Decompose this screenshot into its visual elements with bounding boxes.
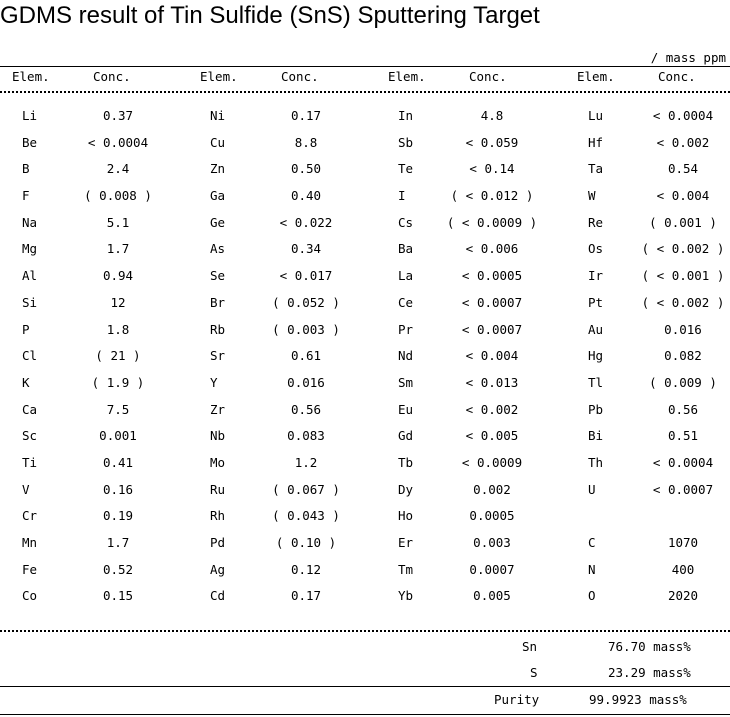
table-row — [0, 161, 730, 188]
element-symbol: Ga — [210, 188, 226, 204]
concentration-value: < 0.002 — [465, 401, 519, 417]
header-elem-3: Elem. — [388, 69, 426, 84]
element-symbol: Mo — [210, 454, 226, 470]
element-symbol: B — [22, 161, 30, 177]
concentration-value: < 0.0007 — [461, 294, 523, 310]
element-symbol: Pt — [588, 294, 604, 310]
table-row — [0, 135, 730, 162]
element-symbol: Zn — [210, 161, 226, 177]
element-symbol: Ge — [210, 214, 226, 230]
concentration-value: 1.8 — [106, 321, 130, 337]
concentration-value: ( 0.008 ) — [84, 188, 152, 204]
concentration-value: < 0.002 — [656, 134, 710, 150]
element-symbol: Sb — [398, 134, 414, 150]
element-symbol: K — [22, 374, 30, 390]
element-symbol: Cu — [210, 134, 226, 150]
concentration-value: < 0.0004 — [652, 454, 714, 470]
page-title: GDMS result of Tin Sulfide (SnS) Sputtering Target — [0, 2, 540, 29]
element-symbol: Ni — [210, 108, 226, 123]
element-symbol: Mn — [22, 535, 38, 550]
concentration-value: 0.17 — [290, 108, 322, 123]
element-symbol: Re — [588, 214, 604, 230]
element-symbol: Ti — [22, 454, 38, 470]
element-symbol: Rb — [210, 321, 226, 337]
concentration-value: 1070 — [667, 535, 699, 550]
element-symbol: U — [588, 481, 596, 497]
element-symbol: Nb — [210, 428, 226, 444]
element-symbol: Al — [22, 268, 38, 284]
purity-rule — [0, 686, 730, 687]
element-symbol: Tl — [588, 374, 604, 390]
concentration-value: < 0.0009 — [461, 454, 523, 470]
concentration-value: < 0.059 — [465, 134, 519, 150]
concentration-value: ( < 0.012 ) — [450, 188, 534, 204]
element-symbol: Br — [210, 294, 226, 310]
concentration-value: ( 1.9 ) — [91, 374, 145, 390]
concentration-value: 2.4 — [106, 161, 130, 177]
concentration-value: 0.083 — [287, 428, 325, 444]
concentration-value: 0.19 — [102, 508, 134, 524]
element-symbol: Ba — [398, 241, 414, 257]
element-symbol: Th — [588, 454, 604, 470]
table-row — [0, 188, 730, 215]
header-conc-2: Conc. — [281, 69, 319, 84]
element-symbol: Tb — [398, 454, 414, 470]
header-elem-1: Elem. — [12, 69, 50, 84]
element-symbol: La — [398, 268, 414, 284]
concentration-value: 8.8 — [294, 134, 318, 150]
element-symbol: Yb — [398, 588, 414, 604]
header-elem-2: Elem. — [200, 69, 238, 84]
concentration-value: 12 — [110, 294, 126, 310]
concentration-value: 1.7 — [106, 535, 130, 550]
table-header — [0, 69, 730, 87]
concentration-value: 0.54 — [667, 161, 699, 177]
concentration-value: 0.12 — [290, 561, 322, 577]
element-symbol: Cl — [22, 348, 38, 364]
concentration-value: 0.16 — [102, 481, 134, 497]
element-symbol: W — [588, 188, 596, 204]
concentration-value: 0.52 — [102, 561, 134, 577]
concentration-value: ( 0.001 ) — [649, 214, 717, 230]
concentration-value: 4.8 — [480, 108, 504, 123]
element-symbol: Se — [210, 268, 226, 284]
element-symbol: Ca — [22, 401, 38, 417]
summary-value: 76.70 mass% — [608, 639, 691, 654]
element-symbol: Gd — [398, 428, 414, 444]
concentration-value: 0.15 — [102, 588, 134, 604]
summary-label: S — [530, 665, 538, 680]
element-symbol: I — [398, 188, 406, 204]
concentration-value: ( 0.067 ) — [272, 481, 340, 497]
element-symbol: F — [22, 188, 30, 204]
table-row — [0, 588, 730, 615]
summary-label: Sn — [522, 639, 538, 654]
concentration-value: ( 0.052 ) — [272, 294, 340, 310]
purity-value: 99.9923 mass% — [589, 692, 687, 707]
element-symbol: N — [588, 561, 596, 577]
concentration-value: < 0.006 — [465, 241, 519, 257]
element-symbol: Cr — [22, 508, 38, 524]
concentration-value: 0.94 — [102, 268, 134, 284]
concentration-value: 0.37 — [102, 108, 134, 123]
table-row — [0, 375, 730, 402]
table-bottom-divider — [0, 630, 730, 632]
purity-label: Purity — [494, 692, 540, 707]
concentration-value: < 0.0004 — [87, 134, 149, 150]
concentration-value: ( < 0.0009 ) — [446, 214, 538, 230]
table-row — [0, 402, 730, 429]
element-symbol: Te — [398, 161, 414, 177]
summary-row-s — [0, 665, 730, 683]
concentration-value: ( 0.009 ) — [649, 374, 717, 390]
concentration-value: 0.41 — [102, 454, 134, 470]
concentration-value: 5.1 — [106, 214, 130, 230]
element-symbol: Pd — [210, 535, 226, 550]
table-row — [0, 268, 730, 295]
element-symbol: Si — [22, 294, 38, 310]
table-row — [0, 348, 730, 375]
table-row — [0, 241, 730, 268]
element-table — [0, 108, 730, 615]
concentration-value: 7.5 — [106, 401, 130, 417]
element-symbol: Cd — [210, 588, 226, 604]
concentration-value: 0.56 — [667, 401, 699, 417]
element-symbol: Dy — [398, 481, 414, 497]
concentration-value: 400 — [671, 561, 695, 577]
concentration-value: ( < 0.001 ) — [641, 268, 725, 284]
concentration-value: 0.001 — [99, 428, 137, 444]
concentration-value: 1.7 — [106, 241, 130, 257]
element-symbol: Os — [588, 241, 604, 257]
element-symbol: Ta — [588, 161, 604, 177]
concentration-value: 0.17 — [290, 588, 322, 604]
table-row — [0, 108, 730, 135]
header-conc-3: Conc. — [469, 69, 507, 84]
concentration-value: < 0.004 — [465, 348, 519, 364]
concentration-value: < 0.005 — [465, 428, 519, 444]
concentration-value: < 0.004 — [656, 188, 710, 204]
table-row — [0, 482, 730, 509]
concentration-value: ( 0.10 ) — [275, 535, 337, 550]
element-symbol: Mg — [22, 241, 38, 257]
concentration-value: < 0.0007 — [652, 481, 714, 497]
element-symbol: Fe — [22, 561, 38, 577]
element-symbol: Sr — [210, 348, 226, 364]
concentration-value: 0.0007 — [469, 561, 515, 577]
element-symbol: Pr — [398, 321, 414, 337]
element-symbol: O — [588, 588, 596, 604]
table-row — [0, 535, 730, 562]
concentration-value: 0.56 — [290, 401, 322, 417]
table-row — [0, 428, 730, 455]
concentration-value: ( 0.043 ) — [272, 508, 340, 524]
element-symbol: Ir — [588, 268, 604, 284]
concentration-value: ( < 0.002 ) — [641, 294, 725, 310]
element-symbol: Sm — [398, 374, 414, 390]
element-symbol: Er — [398, 535, 414, 550]
table-row — [0, 508, 730, 535]
concentration-value: 0.016 — [287, 374, 325, 390]
concentration-value: < 0.0004 — [652, 108, 714, 123]
concentration-value: 0.51 — [667, 428, 699, 444]
top-rule — [0, 66, 730, 67]
element-symbol: Eu — [398, 401, 414, 417]
header-conc-4: Conc. — [658, 69, 696, 84]
concentration-value: < 0.013 — [465, 374, 519, 390]
element-symbol: Ru — [210, 481, 226, 497]
concentration-value: ( 21 ) — [95, 348, 141, 364]
element-symbol: Nd — [398, 348, 414, 364]
element-symbol: In — [398, 108, 414, 123]
element-symbol: Ag — [210, 561, 226, 577]
table-row — [0, 215, 730, 242]
concentration-value: < 0.017 — [279, 268, 333, 284]
header-conc-1: Conc. — [93, 69, 131, 84]
concentration-value: 0.016 — [664, 321, 702, 337]
element-symbol: Lu — [588, 108, 604, 123]
table-row — [0, 295, 730, 322]
summary-value: 23.29 mass% — [608, 665, 691, 680]
concentration-value: 0.005 — [473, 588, 511, 604]
element-symbol: Hf — [588, 134, 604, 150]
element-symbol: Co — [22, 588, 38, 604]
element-symbol: Be — [22, 134, 38, 150]
header-divider — [0, 91, 730, 93]
element-symbol: Sc — [22, 428, 38, 444]
summary-row-sn — [0, 639, 730, 657]
unit-label: / mass ppm — [650, 50, 726, 65]
concentration-value: 0.34 — [290, 241, 322, 257]
element-symbol: Au — [588, 321, 604, 337]
concentration-value: 0.50 — [290, 161, 322, 177]
concentration-value: 0.002 — [473, 481, 511, 497]
element-symbol: Y — [210, 374, 218, 390]
element-symbol: P — [22, 321, 30, 337]
concentration-value: < 0.0007 — [461, 321, 523, 337]
element-symbol: Ce — [398, 294, 414, 310]
summary-row-purity — [0, 692, 730, 710]
element-symbol: Hg — [588, 348, 604, 364]
element-symbol: V — [22, 481, 30, 497]
concentration-value: < 0.14 — [469, 161, 515, 177]
concentration-value: 0.003 — [473, 535, 511, 550]
concentration-value: < 0.0005 — [461, 268, 523, 284]
element-symbol: Rh — [210, 508, 226, 524]
concentration-value: ( 0.003 ) — [272, 321, 340, 337]
concentration-value: 2020 — [667, 588, 699, 604]
element-symbol: Pb — [588, 401, 604, 417]
element-symbol: Cs — [398, 214, 414, 230]
element-symbol: Zr — [210, 401, 226, 417]
concentration-value: 0.082 — [664, 348, 702, 364]
table-row — [0, 455, 730, 482]
element-symbol: Ho — [398, 508, 414, 524]
table-row — [0, 322, 730, 349]
header-elem-4: Elem. — [577, 69, 615, 84]
concentration-value: 0.61 — [290, 348, 322, 364]
element-symbol: C — [588, 535, 596, 550]
element-symbol: Tm — [398, 561, 414, 577]
table-row — [0, 562, 730, 589]
concentration-value: ( < 0.002 ) — [641, 241, 725, 257]
element-symbol: Li — [22, 108, 38, 123]
element-symbol: Na — [22, 214, 38, 230]
bottom-rule — [0, 714, 730, 715]
concentration-value: 0.0005 — [469, 508, 515, 524]
element-symbol: As — [210, 241, 226, 257]
element-symbol: Bi — [588, 428, 604, 444]
concentration-value: 1.2 — [294, 454, 318, 470]
concentration-value: 0.40 — [290, 188, 322, 204]
concentration-value: < 0.022 — [279, 214, 333, 230]
